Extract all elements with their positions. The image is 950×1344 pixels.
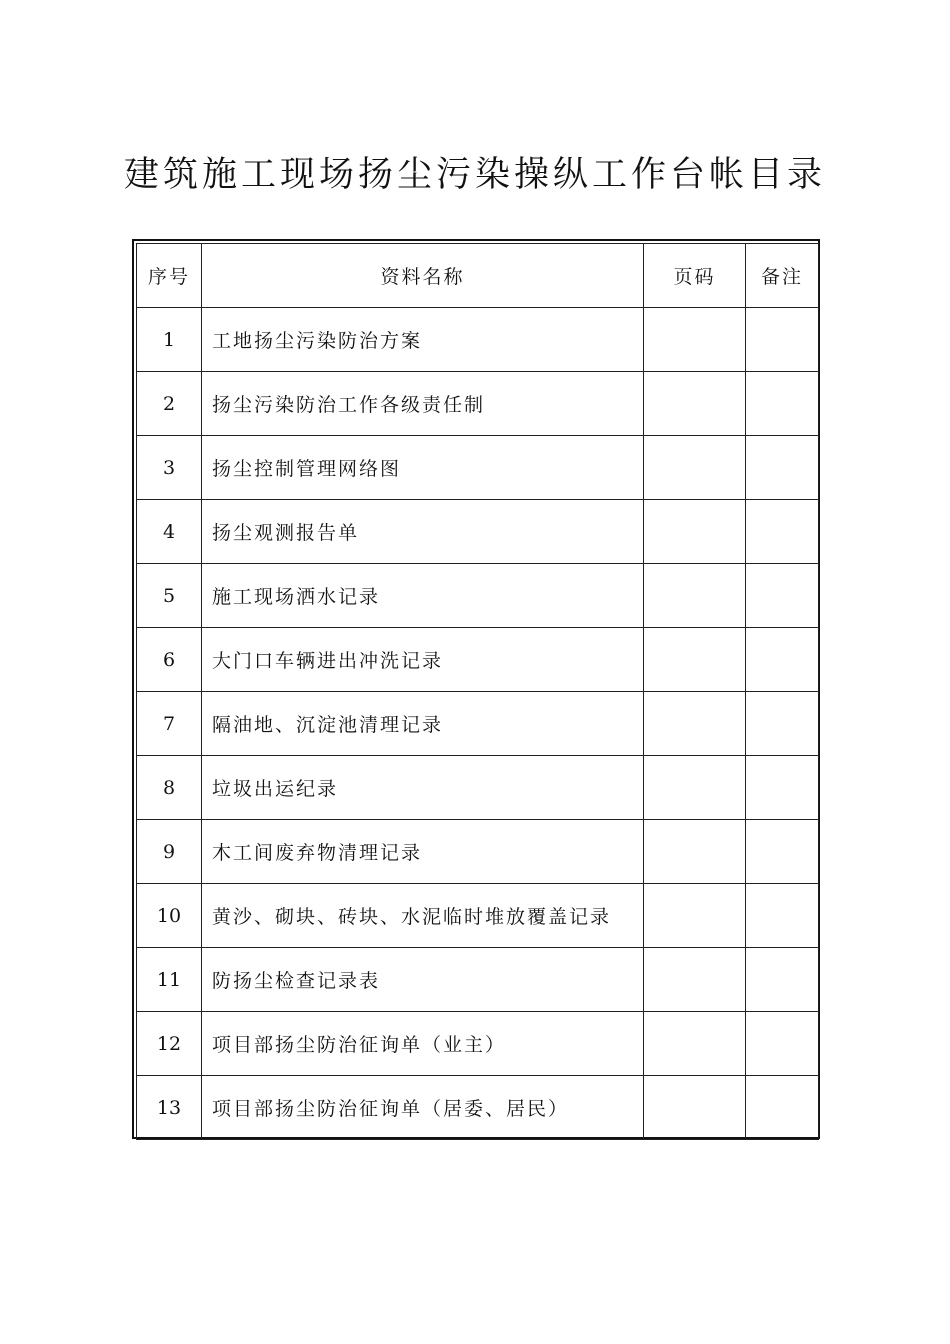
row-document-name: 垃圾出运纪录 bbox=[202, 756, 644, 820]
table-row bbox=[137, 948, 819, 1012]
row-page-number bbox=[644, 308, 746, 372]
header-document-name: 资料名称 bbox=[202, 244, 644, 308]
row-serial-number: 2 bbox=[137, 372, 202, 436]
row-page-number bbox=[644, 820, 746, 884]
row-page-number bbox=[644, 1012, 746, 1076]
row-remarks bbox=[746, 564, 819, 628]
row-serial-number: 13 bbox=[137, 1076, 202, 1140]
row-serial-number: 4 bbox=[137, 500, 202, 564]
table-row bbox=[137, 308, 819, 372]
row-serial-number: 10 bbox=[137, 884, 202, 948]
catalog-table-frame bbox=[132, 239, 820, 1139]
row-document-name: 扬尘污染防治工作各级责任制 bbox=[202, 372, 644, 436]
row-page-number bbox=[644, 948, 746, 1012]
table-row bbox=[137, 436, 819, 500]
row-serial-number: 9 bbox=[137, 820, 202, 884]
row-page-number bbox=[644, 692, 746, 756]
row-serial-number: 3 bbox=[137, 436, 202, 500]
row-document-name: 工地扬尘污染防治方案 bbox=[202, 308, 644, 372]
row-serial-number: 8 bbox=[137, 756, 202, 820]
row-serial-number: 5 bbox=[137, 564, 202, 628]
row-remarks bbox=[746, 1012, 819, 1076]
row-page-number bbox=[644, 628, 746, 692]
row-remarks bbox=[746, 1076, 819, 1140]
row-remarks bbox=[746, 692, 819, 756]
row-remarks bbox=[746, 372, 819, 436]
row-serial-number: 7 bbox=[137, 692, 202, 756]
row-page-number bbox=[644, 1076, 746, 1140]
row-serial-number: 6 bbox=[137, 628, 202, 692]
table-row bbox=[137, 1012, 819, 1076]
row-document-name: 大门口车辆进出冲洗记录 bbox=[202, 628, 644, 692]
row-remarks bbox=[746, 308, 819, 372]
table-header-row bbox=[137, 244, 819, 308]
table-row bbox=[137, 692, 819, 756]
row-document-name: 黄沙、砌块、砖块、水泥临时堆放覆盖记录 bbox=[202, 884, 644, 948]
row-serial-number: 1 bbox=[137, 308, 202, 372]
table-row bbox=[137, 756, 819, 820]
row-document-name: 木工间废弃物清理记录 bbox=[202, 820, 644, 884]
catalog-table bbox=[136, 243, 819, 1140]
row-document-name: 项目部扬尘防治征询单（业主） bbox=[202, 1012, 644, 1076]
row-remarks bbox=[746, 436, 819, 500]
header-remarks: 备注 bbox=[746, 244, 819, 308]
row-serial-number: 11 bbox=[137, 948, 202, 1012]
row-page-number bbox=[644, 500, 746, 564]
header-page-number: 页码 bbox=[644, 244, 746, 308]
table-body bbox=[137, 308, 819, 1140]
header-serial-number: 序号 bbox=[137, 244, 202, 308]
table-row bbox=[137, 820, 819, 884]
row-remarks bbox=[746, 756, 819, 820]
row-remarks bbox=[746, 628, 819, 692]
row-page-number bbox=[644, 436, 746, 500]
row-document-name: 隔油地、沉淀池清理记录 bbox=[202, 692, 644, 756]
row-document-name: 防扬尘检查记录表 bbox=[202, 948, 644, 1012]
table-row bbox=[137, 884, 819, 948]
row-page-number bbox=[644, 564, 746, 628]
table-row bbox=[137, 372, 819, 436]
row-document-name: 项目部扬尘防治征询单（居委、居民） bbox=[202, 1076, 644, 1140]
row-document-name: 施工现场洒水记录 bbox=[202, 564, 644, 628]
row-document-name: 扬尘控制管理网络图 bbox=[202, 436, 644, 500]
row-remarks bbox=[746, 500, 819, 564]
table-row bbox=[137, 628, 819, 692]
table-row bbox=[137, 564, 819, 628]
table-row bbox=[137, 500, 819, 564]
row-page-number bbox=[644, 756, 746, 820]
row-serial-number: 12 bbox=[137, 1012, 202, 1076]
table-row bbox=[137, 1076, 819, 1140]
row-remarks bbox=[746, 820, 819, 884]
row-remarks bbox=[746, 948, 819, 1012]
page-title: 建筑施工现场扬尘污染操纵工作台帐目录 bbox=[123, 155, 826, 195]
row-page-number bbox=[644, 372, 746, 436]
row-remarks bbox=[746, 884, 819, 948]
row-page-number bbox=[644, 884, 746, 948]
row-document-name: 扬尘观测报告单 bbox=[202, 500, 644, 564]
